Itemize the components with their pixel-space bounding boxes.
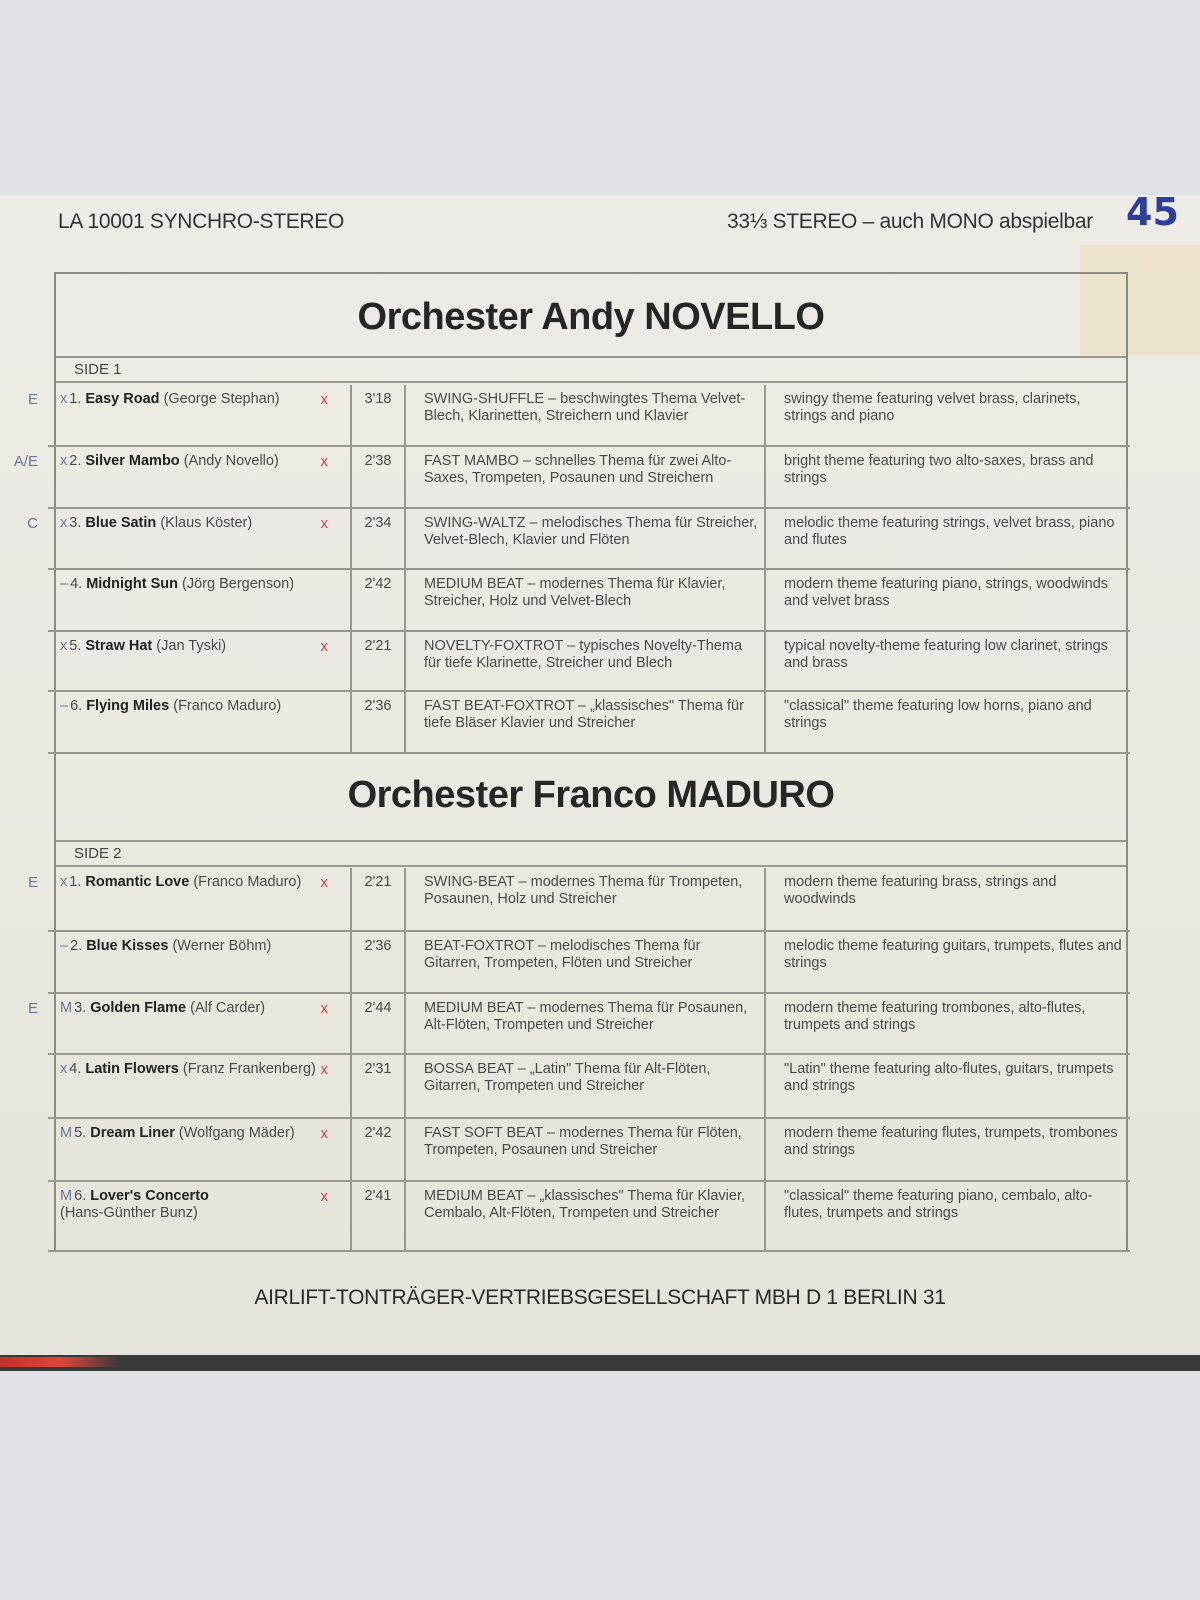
track-duration: 2'42 — [352, 1119, 406, 1180]
description-english: swingy theme featuring velvet brass, clarinets, strings and piano — [784, 391, 1081, 424]
description-english: "classical" theme featuring piano, cembalo, alto-flutes, trumpets and strings — [784, 1188, 1093, 1221]
handwritten-mark: x — [60, 453, 68, 469]
track-title-cell — [48, 1119, 352, 1180]
handwritten-mark: M — [60, 1000, 73, 1016]
track-duration: 2'36 — [352, 692, 406, 752]
handwritten-mark: x — [60, 1061, 68, 1077]
handwritten-mark: – — [60, 576, 69, 592]
track-duration: 2'36 — [352, 932, 406, 992]
track-title: Romantic Love — [85, 874, 190, 890]
track-composer: (Klaus Köster) — [160, 515, 253, 531]
track-composer: (Wolfgang Mäder) — [178, 1125, 295, 1141]
track-composer: (Werner Böhm) — [172, 938, 272, 954]
description-english: typical novelty-theme featuring low clarinet, strings and brass — [784, 638, 1108, 671]
handwritten-mark: x — [60, 515, 68, 531]
description-english: melodic theme featuring strings, velvet brass, piano and flutes — [784, 515, 1115, 548]
track-row — [48, 632, 1130, 692]
track-row — [48, 692, 1130, 754]
track-title: Silver Mambo — [85, 453, 180, 469]
track-duration: 2'38 — [352, 447, 406, 507]
track-duration: 2'41 — [352, 1182, 406, 1250]
track-title: Golden Flame — [90, 1000, 187, 1016]
track-duration: 2'34 — [352, 509, 406, 568]
description-german: FAST BEAT-FOXTROT – „klassisches" Thema für tiefe Bläser Klavier und Streicher — [406, 692, 766, 752]
track-row — [48, 932, 1130, 994]
description-german: MEDIUM BEAT – modernes Thema für Posaunen, Alt-Flöten, Trompeten und Streicher — [406, 994, 766, 1053]
handwritten-red-x: x — [320, 391, 328, 408]
track-title-cell — [48, 632, 352, 690]
description-german: BEAT-FOXTROT – melodisches Thema für Gitarren, Trompeten, Flöten und Streicher — [406, 932, 766, 992]
track-title-cell — [48, 1182, 352, 1250]
handwritten-margin-note: E — [27, 874, 38, 891]
handwritten-mark: M — [60, 1125, 73, 1141]
track-title-cell — [48, 1055, 352, 1117]
track-row — [27, 868, 1130, 932]
track-title-cell — [48, 932, 352, 992]
track-row — [27, 509, 1130, 570]
orchestra-title: Orchester Andy NOVELLO — [357, 296, 825, 338]
description-english: "classical" theme featuring low horns, piano and strings — [784, 698, 1092, 731]
track-number: 3. — [74, 1000, 87, 1016]
track-duration: 2'31 — [352, 1055, 406, 1117]
track-number: 1. — [69, 874, 82, 890]
track-title-cell — [48, 385, 352, 445]
track-number: 6. — [74, 1188, 87, 1204]
track-composer: (Hans-Günther Bunz) — [60, 1205, 198, 1221]
handwritten-margin-note: E — [27, 391, 38, 408]
description-german: MEDIUM BEAT – modernes Thema für Klavier, Streicher, Holz und Velvet-Blech — [406, 570, 766, 630]
track-number: 4. — [70, 576, 83, 592]
description-english: "Latin" theme featuring alto-flutes, guitars, trumpets and strings — [784, 1061, 1114, 1094]
handwritten-mark: x — [60, 391, 68, 407]
catalog-number: LA 10001 SYNCHRO-STEREO — [58, 210, 345, 233]
description-german: MEDIUM BEAT – „klassisches" Thema für Klavier, Cembalo, Alt-Flöten, Trompeten und Streicher — [406, 1182, 766, 1250]
track-title: Straw Hat — [85, 638, 153, 654]
description-german: FAST MAMBO – schnelles Thema für zwei Alto-Saxes, Trompeten, Posaunen und Streichern — [406, 447, 766, 507]
handwritten-mark: – — [60, 938, 69, 954]
track-composer: (Alf Carder) — [190, 1000, 266, 1016]
handwritten-red-x: x — [320, 638, 328, 655]
side-label: SIDE 2 — [56, 840, 1126, 867]
track-number: 4. — [69, 1061, 82, 1077]
track-title-cell — [48, 509, 352, 568]
track-row — [48, 1055, 1130, 1119]
track-composer: (Jörg Bergenson) — [182, 576, 295, 592]
track-composer: (Jan Tyski) — [156, 638, 227, 654]
description-german: SWING-BEAT – modernes Thema für Trompeten, Posaunen, Holz und Streicher — [406, 868, 766, 930]
handwritten-red-x: x — [320, 1125, 328, 1142]
track-number: 5. — [74, 1125, 87, 1141]
description-english: modern theme featuring flutes, trumpets, trombones and strings — [784, 1125, 1118, 1158]
track-title-cell — [48, 868, 352, 930]
track-number: 3. — [69, 515, 82, 531]
track-row — [48, 1182, 1130, 1252]
track-title-cell — [48, 447, 352, 507]
track-title: Dream Liner — [90, 1125, 175, 1141]
track-title: Easy Road — [85, 391, 160, 407]
handwritten-number: 45 — [1126, 190, 1179, 234]
track-row — [48, 570, 1130, 632]
track-number: 2. — [69, 453, 82, 469]
description-english: melodic theme featuring guitars, trumpets, flutes and strings — [784, 938, 1122, 971]
handwritten-mark: x — [60, 638, 68, 654]
publisher-footer: AIRLIFT-TONTRÄGER-VERTRIEBSGESELLSCHAFT MBH D 1 BERLIN 31 — [254, 1286, 946, 1309]
track-duration: 2'44 — [352, 994, 406, 1053]
description-german: SWING-SHUFFLE – beschwingtes Thema Velvet-Blech, Klarinetten, Streichern und Klavier — [406, 385, 766, 445]
track-row — [13, 447, 1130, 509]
description-english: bright theme featuring two alto-saxes, brass and strings — [784, 453, 1094, 486]
description-german: FAST SOFT BEAT – modernes Thema für Flöten, Trompeten, Posaunen und Streicher — [406, 1119, 766, 1180]
track-row — [27, 385, 1130, 447]
track-composer: (Franz Frankenberg) — [182, 1061, 316, 1077]
side-label: SIDE 1 — [56, 356, 1126, 383]
track-number: 2. — [70, 938, 83, 954]
track-title: Latin Flowers — [85, 1061, 179, 1077]
handwritten-mark: – — [60, 698, 69, 714]
track-composer: (Andy Novello) — [183, 453, 279, 469]
track-title: Midnight Sun — [86, 576, 179, 592]
handwritten-red-x: x — [320, 453, 328, 470]
track-composer: (Franco Maduro) — [173, 698, 282, 714]
track-number: 5. — [69, 638, 82, 654]
track-row — [27, 994, 1130, 1055]
handwritten-red-x: x — [320, 1000, 328, 1017]
track-title: Flying Miles — [86, 698, 170, 714]
handwritten-margin-note: C — [27, 515, 38, 532]
description-german: SWING-WALTZ – melodisches Thema für Streicher, Velvet-Blech, Klavier und Flöten — [406, 509, 766, 568]
tracklist-table — [13, 272, 1128, 1252]
handwritten-red-x: x — [320, 874, 328, 891]
format-note: 33⅓ STEREO – auch MONO abspielbar — [727, 210, 1093, 233]
track-title: Blue Satin — [85, 515, 157, 531]
track-composer: (George Stephan) — [163, 391, 280, 407]
track-title-cell — [48, 692, 352, 752]
track-duration: 2'21 — [352, 868, 406, 930]
track-row — [48, 1119, 1130, 1182]
description-german: NOVELTY-FOXTROT – typisches Novelty-Thema für tiefe Klarinette, Streicher und Blech — [406, 632, 766, 690]
handwritten-red-x: x — [320, 515, 328, 532]
handwritten-red-x: x — [320, 1061, 328, 1078]
track-title: Blue Kisses — [86, 938, 169, 954]
track-composer: (Franco Maduro) — [193, 874, 302, 890]
description-english: modern theme featuring trombones, alto-flutes, trumpets and strings — [784, 1000, 1086, 1033]
handwritten-mark: x — [60, 874, 68, 890]
track-title: Lover's Concerto — [90, 1188, 209, 1204]
track-duration: 2'42 — [352, 570, 406, 630]
orchestra-title: Orchester Franco MADURO — [347, 774, 835, 816]
track-number: 1. — [69, 391, 82, 407]
adjacent-record-edge — [0, 1355, 1200, 1371]
track-number: 6. — [70, 698, 83, 714]
description-english: modern theme featuring brass, strings and woodwinds — [784, 874, 1057, 907]
track-duration: 2'21 — [352, 632, 406, 690]
track-title-cell — [48, 994, 352, 1053]
track-title-cell — [48, 570, 352, 630]
handwritten-margin-note: E — [27, 1000, 38, 1017]
description-english: modern theme featuring piano, strings, woodwinds and velvet brass — [784, 576, 1109, 609]
track-duration: 3'18 — [352, 385, 406, 445]
description-german: BOSSA BEAT – „Latin" Thema für Alt-Flöten, Gitarren, Trompeten und Streicher — [406, 1055, 766, 1117]
handwritten-red-x: x — [320, 1188, 328, 1205]
handwritten-mark: M — [60, 1188, 73, 1204]
handwritten-margin-note: A/E — [13, 453, 38, 470]
